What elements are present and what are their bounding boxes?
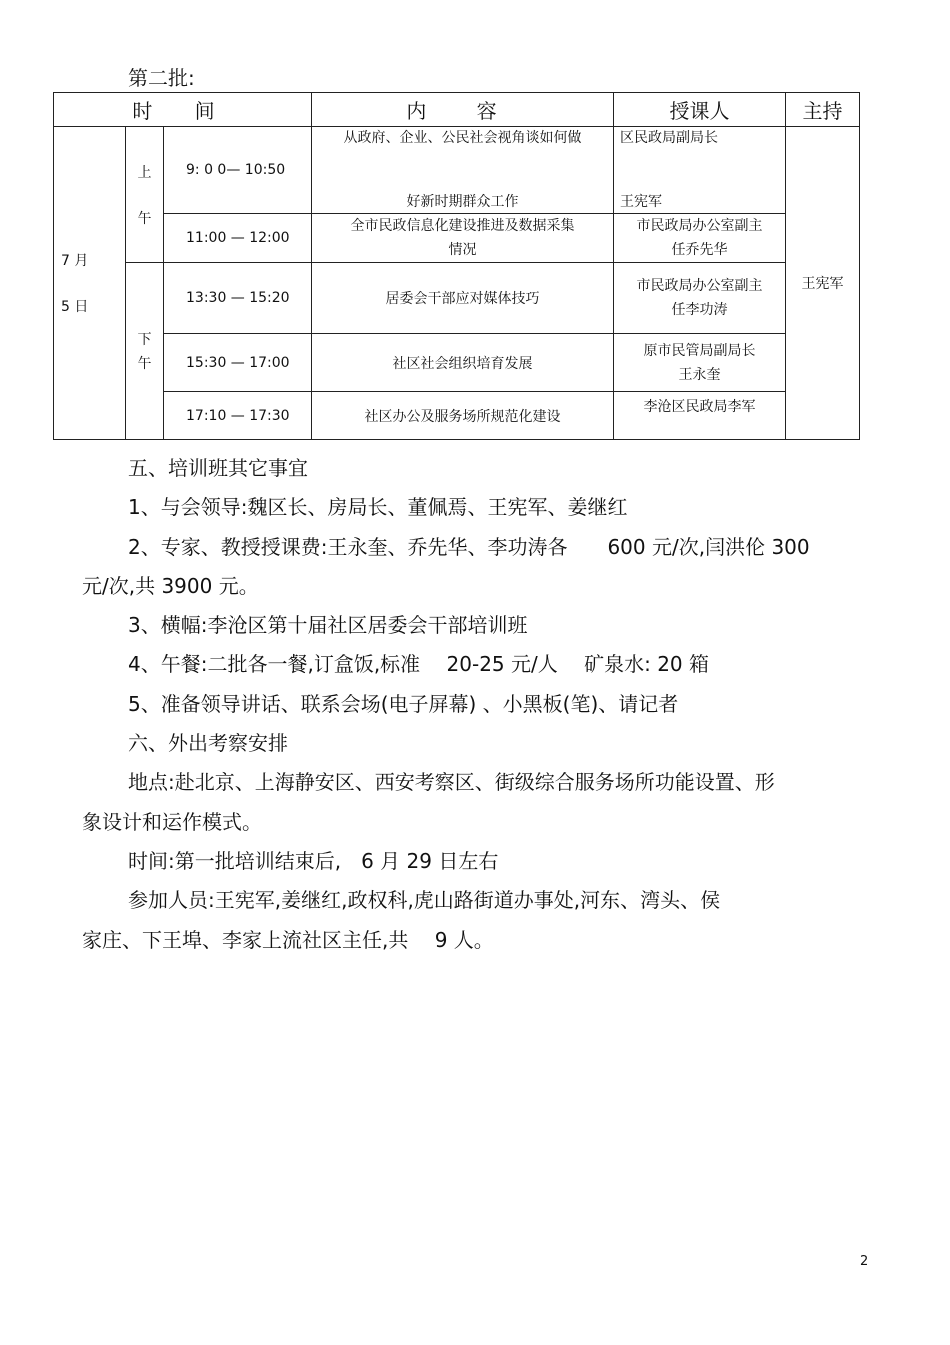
date-month: 7 月 <box>61 253 89 269</box>
lecturer-line: 市民政局办公室副主 <box>636 218 763 234</box>
lecturer-line: 原市民管局副局长 <box>643 342 756 359</box>
paragraph-lunch: 4、午餐:二批各一餐,订盒饭,标准 20-25 元/人 矿泉水: 20 箱 <box>128 652 710 677</box>
afternoon-cell <box>126 263 164 440</box>
lecturer-line: 王宪军 <box>620 194 663 210</box>
lecturer-cell <box>614 263 786 334</box>
time-cell: 9: 0 0— 10:50 <box>164 127 312 214</box>
table-row <box>54 214 860 263</box>
lecturer-cell <box>614 214 786 263</box>
lecturer-line: 区民政局副局长 <box>620 130 719 146</box>
paragraph-leaders: 1、与会领导:魏区长、房局长、董佩焉、王宪军、姜继红 <box>128 495 628 520</box>
host-cell: 王宪军 <box>786 127 860 440</box>
content-line: 情况 <box>448 242 477 258</box>
header-host: 主持 <box>786 93 860 127</box>
content-line: 好新时期群众工作 <box>406 194 519 210</box>
paragraph-time: 时间:第一批培训结束后, 6 月 29 日左右 <box>128 848 499 873</box>
paragraph-location: 地点:赴北京、上海静安区、西安考察区、街级综合服务场所功能设置、形 <box>128 770 775 795</box>
batch-heading: 第二批: <box>128 66 195 90</box>
table-row <box>54 392 860 440</box>
page-number: 2 <box>860 1254 869 1269</box>
table-row <box>54 334 860 392</box>
lecturer-cell: 李沧区民政局李军 <box>614 392 786 440</box>
table-row <box>54 127 860 214</box>
paragraph-participants: 参加人员:王宪军,姜继红,政权科,虎山路街道办事处,河东、湾头、侯 <box>128 888 721 913</box>
morning-cell <box>126 127 164 263</box>
schedule-table <box>53 92 860 440</box>
morning-char-1: 上 <box>137 164 152 181</box>
content-cell <box>312 127 614 214</box>
content-cell: 居委会干部应对媒体技巧 <box>312 263 614 334</box>
paragraph-banner: 3、横幅:李沧区第十届社区居委会干部培训班 <box>128 613 528 638</box>
section-heading-field-trip: 六、外出考察安排 <box>128 731 288 756</box>
lecturer-line: 市民政局办公室副主 <box>636 278 763 294</box>
time-cell: 15:30 — 17:00 <box>164 334 312 392</box>
lecturer-line: 任李功涛 <box>671 302 728 318</box>
content-line: 从政府、企业、公民社会视角谈如何做 <box>343 130 582 146</box>
lecturer-cell <box>614 127 786 214</box>
header-lecturer: 授课人 <box>614 93 786 127</box>
content-cell: 社区办公及服务场所规范化建设 <box>312 392 614 440</box>
afternoon-char-1: 下 <box>137 332 152 348</box>
time-cell: 11:00 — 12:00 <box>164 214 312 263</box>
section-heading-other-matters: 五、培训班其它事宜 <box>128 456 308 480</box>
paragraph-fees: 2、专家、教授授课费:王永奎、乔先华、李功涛各 600 元/次,闫洪伦 300 <box>128 534 810 559</box>
date-cell <box>54 127 126 440</box>
morning-char-2: 午 <box>137 210 152 227</box>
lecturer-line: 任乔先华 <box>671 242 728 258</box>
body-text <box>82 449 872 960</box>
content-line: 全市民政信息化建设推进及数据采集 <box>350 218 575 234</box>
header-time: 时 间 <box>54 93 312 127</box>
paragraph-location-cont: 象设计和运作模式。 <box>82 809 262 834</box>
content-cell <box>312 214 614 263</box>
header-content: 内 容 <box>312 93 614 127</box>
paragraph-preparation: 5、准备领导讲话、联系会场(电子屏幕) 、小黑板(笔)、请记者 <box>128 691 679 716</box>
lecturer-line: 王永奎 <box>678 366 721 383</box>
table-row <box>54 263 860 334</box>
date-day: 5 日 <box>61 299 89 315</box>
content-cell: 社区社会组织培育发展 <box>312 334 614 392</box>
paragraph-participants-cont: 家庄、下王埠、李家上流社区主任,共 9 人。 <box>82 927 494 952</box>
time-cell: 13:30 — 15:20 <box>164 263 312 334</box>
time-cell: 17:10 — 17:30 <box>164 392 312 440</box>
lecturer-cell <box>614 334 786 392</box>
afternoon-char-2: 午 <box>137 356 152 372</box>
paragraph-fees-cont: 元/次,共 3900 元。 <box>82 573 259 598</box>
table-header-row <box>54 93 860 127</box>
